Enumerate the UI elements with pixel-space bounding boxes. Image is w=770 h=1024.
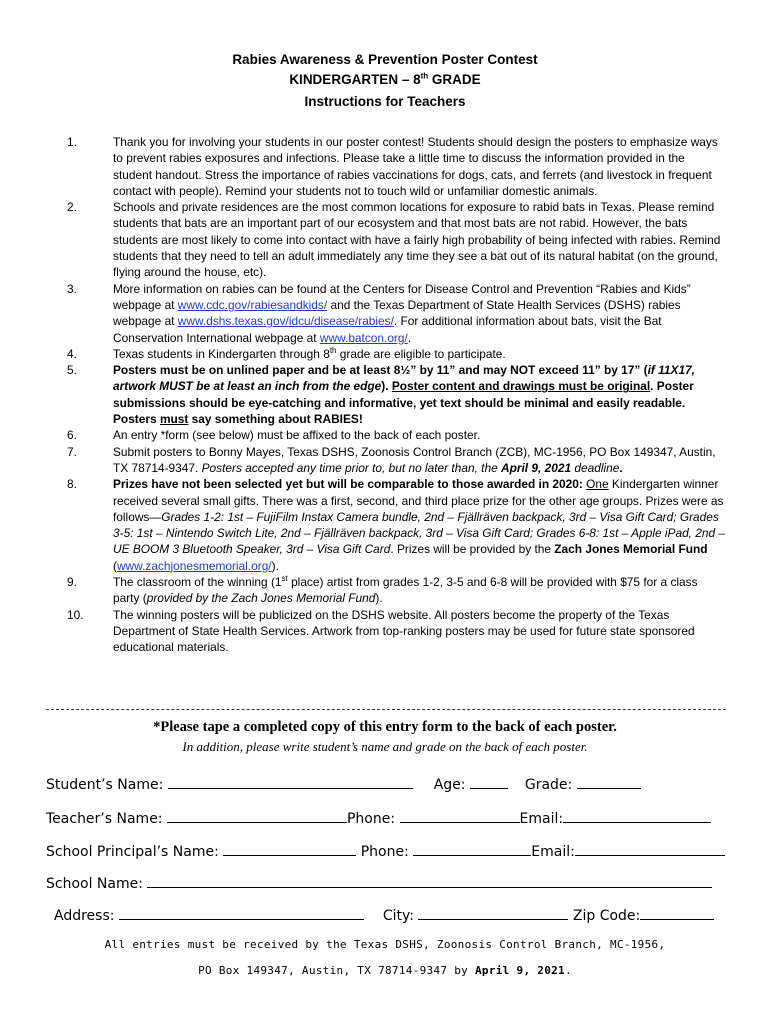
teacher-email-field[interactable] [563,808,711,823]
item-text: grade are eligible to participate. [336,346,506,361]
cdc-link[interactable]: www.cdc.gov/rabiesandkids/ [177,297,328,312]
principal-phone-label: Phone: [360,844,409,860]
item-text: ). [381,379,392,394]
principal-email-label: Email: [531,844,575,860]
student-name-field[interactable] [168,774,413,789]
teacher-phone-field[interactable] [400,808,520,823]
item-text: Posters must be on unlined paper and be at least 8½” by 11” and may NOT exceed 11” by 17” ( [113,363,648,378]
teacher-phone-label: Phone: [346,811,396,827]
item-text: The classroom of the winning (1 [113,575,282,590]
student-row [46,774,641,793]
teacher-row [46,808,711,827]
teacher-name-field[interactable] [167,808,347,823]
cut-line-divider [46,709,726,710]
item-number: 1. [67,135,77,149]
item-text: say something about RABIES! [188,412,363,427]
instruction-item-7 [0,444,770,477]
item-text: ). [375,591,383,606]
principal-email-field[interactable] [575,841,725,856]
principal-name-label: School Principal’s Name: [46,844,219,860]
zip-field[interactable] [640,905,714,920]
footer-end: . [564,964,572,977]
instruction-item-3 [0,281,770,346]
item-text: Texas students in Kindergarten through 8 [113,346,330,361]
school-name-field[interactable] [147,873,712,888]
age-field[interactable] [470,774,508,789]
footer-deadline: April 9, 2021 [474,964,565,977]
item-text: provided by the Zach Jones Memorial Fund [146,591,376,606]
item-text: deadline [571,460,620,475]
grade-range-sup: th [420,71,429,81]
item-number: 2. [67,200,77,215]
item-text: More information on rabies can be found at the Centers for Disease Control and Prevention “Rabies and Kids” webpage at [113,281,691,312]
contest-title: Rabies Awareness & Prevention Poster Contest [232,52,538,67]
item-text: . [619,460,623,475]
instruction-item-6 [0,427,770,443]
item-text: Poster content and drawings must be original [391,379,651,394]
fund-name: Zach Jones Memorial Fund [554,542,708,557]
city-label: City: [382,908,414,924]
instruction-item-10 [0,607,770,656]
item-number: 5. [67,363,77,378]
name-grade-instruction: In addition, please write student’s name and grade on the back of each poster. [182,739,588,754]
item-text: . [407,330,412,345]
item-text: if 11X17, artwork MUST be at least an inch from the edge [113,363,695,394]
instructions-list [0,134,770,656]
item-text: . Poster submissions should be eye-catching and informative, yet text should be minimal and easily readable. Posters [113,379,694,427]
instruction-item-9 [0,574,770,607]
batcon-link[interactable]: www.batcon.org/ [319,330,408,345]
item-number: 6. [67,428,77,443]
item-number: 4. [67,346,77,361]
teacher-name-label: Teacher’s Name: [46,811,163,827]
instructions-subtitle: Instructions for Teachers [304,94,466,109]
tape-instruction: *Please tape a completed copy of this entry form to the back of each poster. [153,719,617,735]
item-text: Schools and private residences are the most common locations for exposure to rabid bats in Texas. Please remind students that bats are an important part of our ecosystem and that most bats are not rabid. However, the bats students are most likely to come into contact with have a fairly high probability of being infected with rabies. Remind students that they need to tell an adult immediately any time they see a bat out of its natural habitat (on the ground, flying around the house, etc). [113,200,721,280]
item-text: The winning posters will be publicized on the DSHS website. All posters become the property of the Texas Department of State Health Services. Artwork from top-ranking posters may be used for future state sponsored educational materials. [113,607,695,655]
item-text: An entry *form (see below) must be affixed to the back of each poster. [113,428,481,443]
grade-range-title [0,70,770,89]
item-text: must [159,412,189,427]
item-number: 7. [67,444,77,459]
item-text: ( [113,558,117,573]
item-text: . For additional information about bats, visit the Bat Conservation International webpage at [113,314,662,345]
footer-address: PO Box 149347, Austin, TX 78714-9347 by [198,964,475,977]
zip-label: Zip Code: [572,908,641,924]
city-field[interactable] [418,905,568,920]
instruction-item-5 [0,362,770,427]
item-text: Posters accepted any time prior to, but no later than, the [201,460,502,475]
student-name-label: Student’s Name: [46,777,164,793]
item-number: 10. [67,607,84,622]
item-text: Kindergarten winner received several small gifts. There was a first, second, and third place prize for the other age groups. Prizes were as follows— [113,477,724,524]
instruction-item-8 [0,476,770,574]
grade-label: Grade: [524,777,573,793]
item-text: ). [271,558,279,573]
item-text: Submit posters to Bonny Mayes, Texas DSHS, Zoonosis Control Branch (ZCB), MC-1956, PO Box 149347, Austin, TX 78714-9347. [113,444,716,475]
item-number: 3. [67,281,77,296]
item-text: . Prizes will be provided by the [390,542,555,557]
grade-range-suffix: GRADE [428,72,481,87]
footer-line-1: All entries must be received by the Texas DSHS, Zoonosis Control Branch, MC-1956, [104,938,666,951]
item-number: 8. [67,477,77,492]
principal-name-field[interactable] [223,841,356,856]
address-field[interactable] [119,905,364,920]
footer-line-2 [0,964,770,977]
principal-phone-field[interactable] [413,841,531,856]
item-number: 9. [67,575,77,590]
grade-field[interactable] [577,774,641,789]
age-label: Age: [433,777,466,793]
principal-row [46,841,725,860]
school-row [46,873,712,892]
item-text: and the Texas Department of State Health Services (DSHS) rabies webpage at [113,297,681,329]
item-text: Thank you for involving your students in our poster contest! Students should design the posters to emphasize ways to prevent rabies exposures and infections. Please take a little time to discuss the information provided in the student handout. Stress the importance of rabies vaccinations for dogs, cats, and ferrets (and livestock in frequent contact with people). Remind your students not to touch wild or unfamiliar domestic animals. [113,135,718,198]
address-label: Address: [54,908,115,924]
item-text: Prizes have not been selected yet but will be comparable to those awarded in 2020: [113,477,583,492]
instruction-item-1 [0,134,770,199]
grade-range-text: KINDERGARTEN – 8 [289,72,421,87]
teacher-email-label: Email: [519,811,564,827]
deadline-date: April 9, 2021 [501,460,572,475]
school-name-label: School Name: [46,876,143,892]
instruction-item-4 [0,346,770,362]
ordinal-sup: st [281,574,288,584]
zach-jones-link[interactable]: www.zachjonesmemorial.org/ [116,558,272,573]
instruction-item-2 [0,199,770,280]
item-text: place) artist from grades 1-2, 3-5 and 6-8 will be provided with $75 for a class party ( [113,575,698,606]
item-text: One [586,477,609,492]
dshs-link[interactable]: www.dshs.texas.gov/idcu/disease/rabies/ [177,314,394,329]
prize-list: Grades 1-2: 1st – FujiFilm Instax Camera bundle, 2nd – Fjällräven backpack, 3rd – Visa Gift Card; Grades 3-5: 1st – Nintendo Switch Lite, 2nd – Fjällräven backpack, 3rd – Visa Gift Card; Grades 6-8: 1st – Apple iPad, 2nd – UE BOOM 3 Bluetooth Speaker, 3rd – Visa Gift Card [113,509,726,557]
ordinal-sup: th [329,345,337,355]
address-row [54,905,714,924]
